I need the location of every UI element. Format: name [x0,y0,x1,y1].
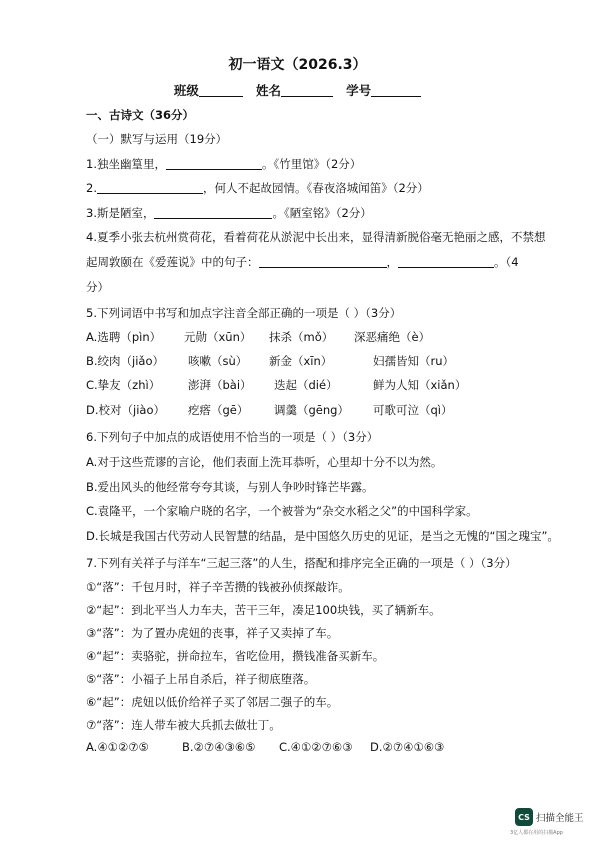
question-5-stem: 5.下列词语中书写和加点字注音全部正确的一项是（ ）（3分） [86,306,402,320]
question-4-line-3: 分） [86,280,109,294]
q5-word: 咳嗽（sù） [188,354,248,368]
q5-option-d[interactable]: D.校对（jiào） [86,403,165,417]
q6-option-b[interactable]: B.爱出风头的他经常夸夸其谈，与别人争吵时锋芒毕露。 [86,480,374,494]
q7-item: ⑦“落”：连人带车被大兵抓去做壮丁。 [86,718,281,732]
question-6-stem: 6.下列句子中加点的成语使用不恰当的一项是（ ）（3分） [86,430,379,444]
q5-option-c[interactable]: C.挚友（zhì） [86,378,161,392]
question-2: 2. ，何人不起故园情。《春夜洛城闻笛》（2分） [86,181,429,195]
watermark-subtitle: 3亿人都在用的扫描App [510,830,563,836]
question-7-stem: 7.下列有关祥子与洋车“三起三落”的人生，搭配和排序完全正确的一项是（ ）（3分） [86,556,517,570]
q7-item: ②“起”：到北平当人力车夫，苦干三年，凑足100块钱，买了辆新车。 [86,603,441,617]
question-4-line-2: 起周敦颐在《爱莲说》中的句子： ， 。（4 [86,255,519,269]
q5-word: 鲜为人知（xiǎn） [373,378,467,392]
class-blank[interactable] [199,84,243,97]
q4-blank-2[interactable] [398,256,494,268]
q3-blank[interactable] [154,207,272,219]
q5-option-a[interactable]: A.选聘（pìn） [86,330,162,344]
q5-word: 可歌可泣（qì） [373,403,453,417]
q7-option-a[interactable]: A.④①②⑦⑤ [86,740,149,754]
q7-option-c[interactable]: C.④①②⑦⑥③ [279,740,353,754]
q7-item: ①“落”：千包月时，祥子辛苦攒的钱被孙侦探敲诈。 [86,580,350,594]
q7-option-b[interactable]: B.②⑦④③⑥⑤ [182,740,256,754]
q5-word: 抹杀（mǒ） [269,330,334,344]
page-title: 初一语文（2026.3） [228,57,367,73]
q5-word: 新金（xīn） [269,354,333,368]
id-label: 学号 [346,83,372,98]
question-1: 1.独坐幽篁里， 。《竹里馆》（2分） [86,157,362,171]
q2-blank[interactable] [97,182,203,194]
q5-word: 妇孺皆知（ru） [373,354,455,368]
student-info-row [0,81,595,99]
q7-item: ⑥“起”：虎妞以低价给祥子买了邻居二强子的车。 [86,695,339,709]
q1-blank[interactable] [166,158,262,170]
q5-word: 澎湃（bài） [188,378,252,392]
question-4-line-1: 4.夏季小张去杭州赏荷花，看着荷花从淤泥中长出来，显得清新脱俗毫无艳丽之感，不禁想 [86,230,546,244]
q4-blank-1[interactable] [259,256,387,268]
scanner-watermark [515,808,584,826]
name-blank[interactable] [281,84,333,97]
q5-word: 深恶痛绝（è） [354,330,431,344]
q6-option-d[interactable]: D.长城是我国古代劳动人民智慧的结晶，是中国悠久历史的见证，是当之无愧的“国之瑰宝”。 [86,529,559,543]
class-label: 班级 [173,83,199,98]
q6-option-c[interactable]: C.袁隆平，一个家喻户晓的名字，一个被誉为“杂交水稻之父”的中国科学家。 [86,504,478,518]
q5-word: 疙瘩（gē） [188,403,249,417]
q6-option-a[interactable]: A.对于这些荒谬的言论，他们表面上洗耳恭听，心里却十分不以为然。 [86,455,443,469]
q5-option-b[interactable]: B.绞肉（jiǎo） [86,354,165,368]
watermark-name: 扫描全能王 [536,813,584,824]
q7-item: ⑤“落”：小福子上吊自杀后，祥子彻底堕落。 [86,672,316,686]
camscanner-logo-icon: CS [515,808,533,826]
question-3: 3.斯是陋室， 。《陋室铭》（2分） [86,206,372,220]
q7-item: ③“落”：为了置办虎妞的丧事，祥子又卖掉了车。 [86,626,339,640]
q5-word: 调羹（gēng） [274,403,349,417]
section-heading: 一、古诗文（36分） [86,108,195,122]
id-blank[interactable] [371,84,421,97]
name-label: 姓名 [255,83,281,98]
q7-item: ④“起”：卖骆驼，拼命拉车，省吃俭用，攒钱准备买新车。 [86,649,385,663]
subsection-heading: （一）默写与运用（19分） [86,132,228,146]
q5-word: 迭起（dié） [274,378,338,392]
q5-word: 元勋（xūn） [184,330,252,344]
q7-option-d[interactable]: D.②⑦④①⑥③ [370,740,445,754]
